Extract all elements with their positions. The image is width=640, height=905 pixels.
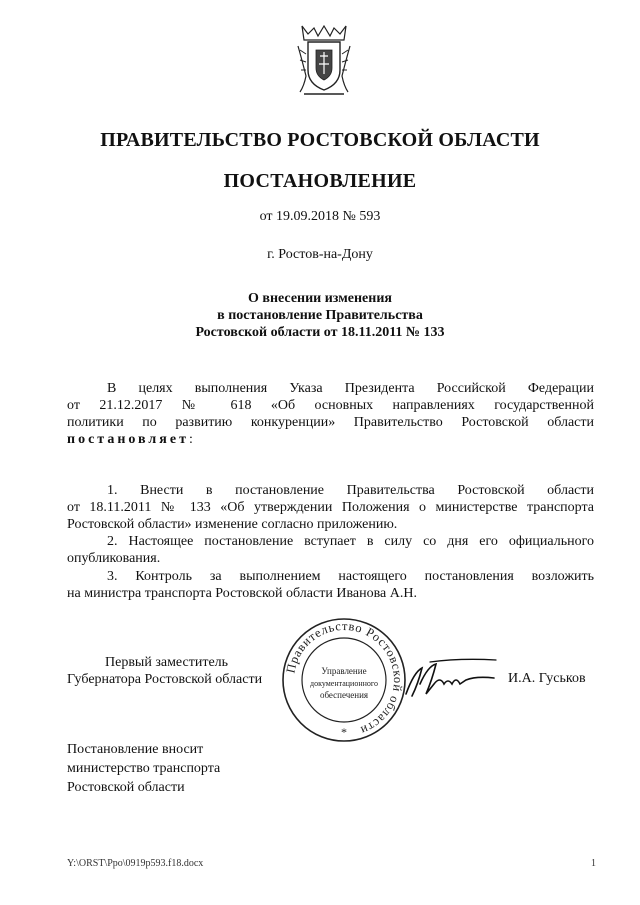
item-1-paragraph xyxy=(67,482,594,533)
government-title: ПРАВИТЕЛЬСТВО РОСТОВСКОЙ ОБЛАСТИ xyxy=(100,129,540,151)
subject-line-1: О внесении изменения xyxy=(248,291,392,306)
decides-colon: : xyxy=(188,432,193,447)
signatory-title xyxy=(67,654,262,688)
page-number: 1 xyxy=(591,858,596,869)
official-stamp xyxy=(280,616,408,744)
item-1-line-1: 1. Внести в постановление Правительства Ростовской области xyxy=(107,483,594,498)
signatory-title-line-1: Первый заместитель xyxy=(105,655,229,670)
preamble-line-4 xyxy=(67,431,594,448)
item-3-line-1: 3. Контроль за выполнением настоящего постановления возложить xyxy=(107,569,594,584)
preamble-paragraph xyxy=(67,380,594,448)
document-type: ПОСТАНОВЛЕНИЕ xyxy=(223,170,417,192)
handwritten-signature xyxy=(400,654,500,704)
stamp-inner-line-3: обеспечения xyxy=(319,690,369,700)
preamble-line-1: В целях выполнения Указа Президента Российской Федерации xyxy=(107,381,594,396)
item-3-line-2: на министра транспорта Ростовской области Иванова А.Н. xyxy=(67,586,417,601)
document-date-number: от 19.09.2018 № 593 xyxy=(259,209,381,224)
stamp-inner-line-1: Управление xyxy=(321,666,367,676)
note-line-1: Постановление вносит xyxy=(67,742,204,757)
stamp-inner-line-2: документационного xyxy=(310,679,378,688)
stamp-star: * xyxy=(341,725,347,739)
item-3-paragraph xyxy=(67,568,594,602)
item-1-line-3: Ростовской области» изменение согласно приложению. xyxy=(67,517,398,532)
subject-line-3: Ростовской области от 18.11.2011 № 133 xyxy=(195,325,445,340)
document-subject xyxy=(0,290,640,341)
decides-word: постановляет xyxy=(67,432,189,447)
file-path: Y:\ORST\Ppo\0919p593.f18.docx xyxy=(67,858,204,869)
signatory-name: И.А. Гуськов xyxy=(508,671,586,686)
item-2-paragraph xyxy=(67,533,594,567)
item-2-line-2: опубликования. xyxy=(67,551,161,566)
document-city: г. Ростов-на-Дону xyxy=(267,247,373,262)
note-line-2: министерство транспорта xyxy=(67,761,221,776)
coat-of-arms-icon xyxy=(294,20,354,98)
signatory-title-line-2: Губернатора Ростовской области xyxy=(67,672,263,687)
preamble-line-3: политики по развитию конкуренции» Правительство Ростовской области xyxy=(67,415,594,430)
subject-line-2: в постановление Правительства xyxy=(217,308,423,323)
stamp-ring-text: Правительство Ростовской области xyxy=(283,618,406,738)
preamble-line-2: от 21.12.2017 № 618 «Об основных направлениях государственной xyxy=(67,398,594,413)
item-1-line-2: от 18.11.2011 № 133 «Об утверждении Положения о министерстве транспорта xyxy=(67,500,594,515)
item-2-line-1: 2. Настоящее постановление вступает в силу со дня его официального xyxy=(107,534,594,549)
note-line-3: Ростовской области xyxy=(67,780,185,795)
submitted-by-note xyxy=(67,740,220,797)
